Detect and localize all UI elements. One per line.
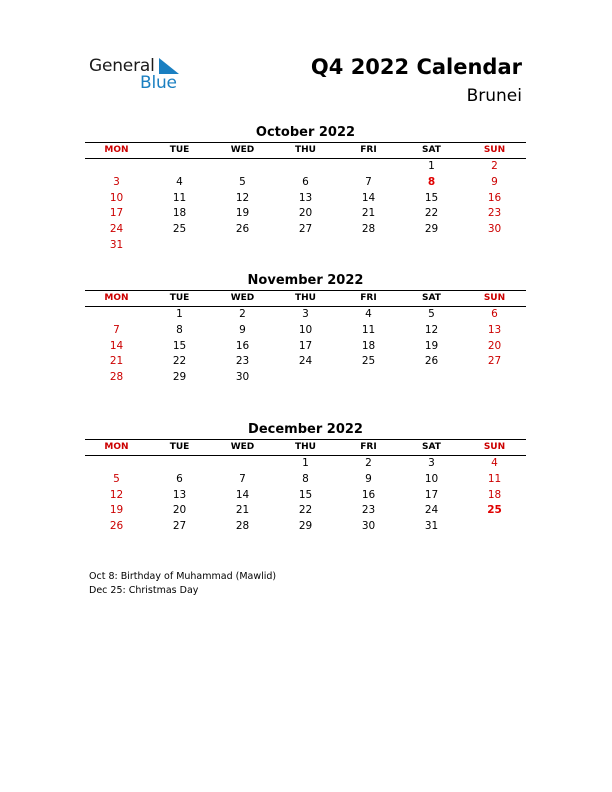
empty-cell	[274, 238, 337, 254]
holiday-note: Oct 8: Birthday of Muhammad (Mawlid)	[89, 571, 277, 582]
day-cell: 15	[298, 488, 313, 501]
day-cell: 5	[239, 175, 246, 188]
empty-cell	[337, 370, 400, 386]
day-cell: 23	[361, 504, 376, 517]
weekday-label: FRI	[360, 293, 377, 303]
empty-cell	[400, 370, 463, 386]
day-cell: 1	[176, 308, 183, 320]
empty-cell	[85, 307, 148, 323]
day-cell: 3	[113, 175, 120, 188]
day-cell: 27	[487, 355, 502, 368]
month-title: October 2022	[255, 125, 356, 140]
day-cell: 16	[235, 339, 250, 352]
day-cell: 4	[491, 457, 498, 469]
day-cell: 12	[424, 323, 439, 336]
empty-cell	[400, 238, 463, 254]
day-cell: 5	[428, 308, 435, 320]
week-row	[85, 456, 526, 472]
day-cell: 3	[428, 457, 435, 469]
empty-cell	[211, 238, 274, 254]
logo-word-general: General	[89, 56, 155, 76]
weekday-label: FRI	[360, 145, 377, 155]
day-cell: 6	[491, 308, 498, 320]
day-cell: 8	[302, 472, 309, 485]
day-cell: 16	[487, 191, 502, 204]
day-cell: 4	[365, 308, 372, 320]
day-cell: 25	[487, 504, 502, 517]
day-cell: 18	[172, 207, 187, 220]
day-cell: 14	[361, 191, 376, 204]
day-cell: 30	[361, 520, 376, 533]
day-cell: 6	[176, 472, 183, 485]
day-cell: 7	[239, 472, 246, 485]
day-cell: 5	[113, 472, 120, 485]
day-cell: 19	[235, 207, 250, 220]
weekday-label: WED	[230, 442, 255, 452]
day-cell: 20	[298, 207, 313, 220]
empty-cell	[148, 238, 211, 254]
week-row	[85, 222, 526, 238]
day-cell: 6	[302, 175, 309, 188]
weekday-label: MON	[104, 442, 129, 452]
empty-cell	[211, 456, 274, 472]
logo-triangle-icon	[157, 58, 179, 74]
empty-cell	[274, 370, 337, 386]
week-row	[85, 519, 526, 535]
week-row	[85, 488, 526, 504]
empty-cell	[337, 159, 400, 175]
weekday-label: THU	[295, 293, 316, 303]
day-cell: 11	[172, 191, 187, 204]
day-cell: 15	[172, 339, 187, 352]
week-row	[85, 159, 526, 175]
month-block	[85, 421, 526, 535]
day-cell: 19	[424, 339, 439, 352]
day-cell: 13	[172, 488, 187, 501]
weekday-label: WED	[230, 145, 255, 155]
day-cell: 27	[298, 223, 313, 236]
day-cell: 3	[302, 308, 309, 320]
weekday-label: FRI	[360, 442, 377, 452]
day-cell: 18	[487, 488, 502, 501]
day-cell: 27	[172, 520, 187, 533]
day-cell: 23	[235, 355, 250, 368]
weekday-label: SAT	[422, 442, 441, 452]
day-cell: 20	[487, 339, 502, 352]
weekday-label: SAT	[422, 145, 441, 155]
weekday-label: SAT	[422, 293, 441, 303]
day-cell: 25	[172, 223, 187, 236]
day-cell: 25	[361, 355, 376, 368]
day-cell: 17	[298, 339, 313, 352]
day-cell: 31	[109, 238, 124, 251]
logo-word-blue: Blue	[140, 73, 177, 93]
day-cell: 22	[424, 207, 439, 220]
holiday-note: Dec 25: Christmas Day	[89, 585, 199, 596]
day-cell: 11	[361, 323, 376, 336]
month-title: December 2022	[248, 422, 363, 437]
day-cell: 12	[109, 488, 124, 501]
day-cell: 13	[298, 191, 313, 204]
week-row	[85, 206, 526, 222]
weekday-label: TUE	[169, 293, 190, 303]
day-cell: 22	[298, 504, 313, 517]
week-row	[85, 191, 526, 207]
day-cell: 4	[176, 175, 183, 188]
day-cell: 1	[428, 160, 435, 172]
day-cell: 9	[239, 323, 246, 336]
week-row	[85, 175, 526, 191]
day-cell: 7	[113, 323, 120, 336]
weekday-label: TUE	[169, 145, 190, 155]
page-title: Q4 2022 Calendar	[310, 55, 522, 79]
day-cell: 10	[298, 323, 313, 336]
empty-cell	[148, 456, 211, 472]
empty-cell	[337, 238, 400, 254]
day-cell: 7	[365, 175, 372, 188]
day-cell: 2	[239, 308, 246, 320]
day-cell: 14	[109, 339, 124, 352]
empty-cell	[274, 159, 337, 175]
country-name: Brunei	[466, 86, 522, 106]
day-cell: 14	[235, 488, 250, 501]
month-title: November 2022	[247, 273, 364, 288]
day-cell: 9	[365, 472, 372, 485]
day-cell: 8	[427, 175, 436, 188]
day-cell: 31	[424, 520, 439, 533]
day-cell: 12	[235, 191, 250, 204]
day-cell: 26	[109, 520, 124, 533]
day-cell: 17	[109, 207, 124, 220]
week-row	[85, 238, 526, 254]
week-row	[85, 370, 526, 386]
day-cell: 22	[172, 355, 187, 368]
day-cell: 8	[176, 323, 183, 336]
day-cell: 21	[235, 504, 250, 517]
day-cell: 11	[487, 472, 502, 485]
weekday-label: MON	[104, 293, 129, 303]
weekday-label: WED	[230, 293, 255, 303]
empty-cell	[85, 456, 148, 472]
day-cell: 18	[361, 339, 376, 352]
holiday-list	[89, 570, 276, 598]
empty-cell	[211, 159, 274, 175]
weekday-label: THU	[295, 145, 316, 155]
week-row	[85, 354, 526, 370]
weekday-label: MON	[104, 145, 129, 155]
day-cell: 28	[109, 371, 124, 384]
day-cell: 24	[298, 355, 313, 368]
day-cell: 13	[487, 323, 502, 336]
day-cell: 28	[361, 223, 376, 236]
day-cell: 2	[365, 457, 372, 469]
day-cell: 21	[109, 355, 124, 368]
weekday-label: THU	[295, 442, 316, 452]
empty-cell	[463, 238, 526, 254]
month-block	[85, 124, 526, 254]
weekday-header	[85, 439, 526, 456]
weekday-label: SUN	[483, 145, 506, 155]
day-cell: 2	[491, 160, 498, 172]
day-cell: 29	[172, 371, 187, 384]
day-cell: 29	[424, 223, 439, 236]
brand-logo	[89, 56, 199, 96]
weekday-header	[85, 290, 526, 307]
day-cell: 28	[235, 520, 250, 533]
week-row	[85, 503, 526, 519]
day-cell: 20	[172, 504, 187, 517]
empty-cell	[148, 159, 211, 175]
day-cell: 1	[302, 457, 309, 469]
day-cell: 10	[109, 191, 124, 204]
day-cell: 24	[109, 223, 124, 236]
day-cell: 30	[487, 223, 502, 236]
day-cell: 10	[424, 472, 439, 485]
weekday-label: SUN	[483, 293, 506, 303]
day-cell: 9	[491, 175, 498, 188]
day-cell: 29	[298, 520, 313, 533]
week-row	[85, 323, 526, 339]
weekday-label: TUE	[169, 442, 190, 452]
day-cell: 15	[424, 191, 439, 204]
weekday-label: SUN	[483, 442, 506, 452]
empty-cell	[463, 370, 526, 386]
week-row	[85, 472, 526, 488]
day-cell: 24	[424, 504, 439, 517]
day-cell: 19	[109, 504, 124, 517]
week-row	[85, 307, 526, 323]
day-cell: 16	[361, 488, 376, 501]
empty-cell	[85, 159, 148, 175]
day-cell: 17	[424, 488, 439, 501]
week-row	[85, 339, 526, 355]
day-cell: 26	[424, 355, 439, 368]
empty-cell	[463, 519, 526, 535]
day-cell: 26	[235, 223, 250, 236]
weekday-header	[85, 142, 526, 159]
month-block	[85, 272, 526, 386]
day-cell: 23	[487, 207, 502, 220]
day-cell: 21	[361, 207, 376, 220]
day-cell: 30	[235, 371, 250, 384]
